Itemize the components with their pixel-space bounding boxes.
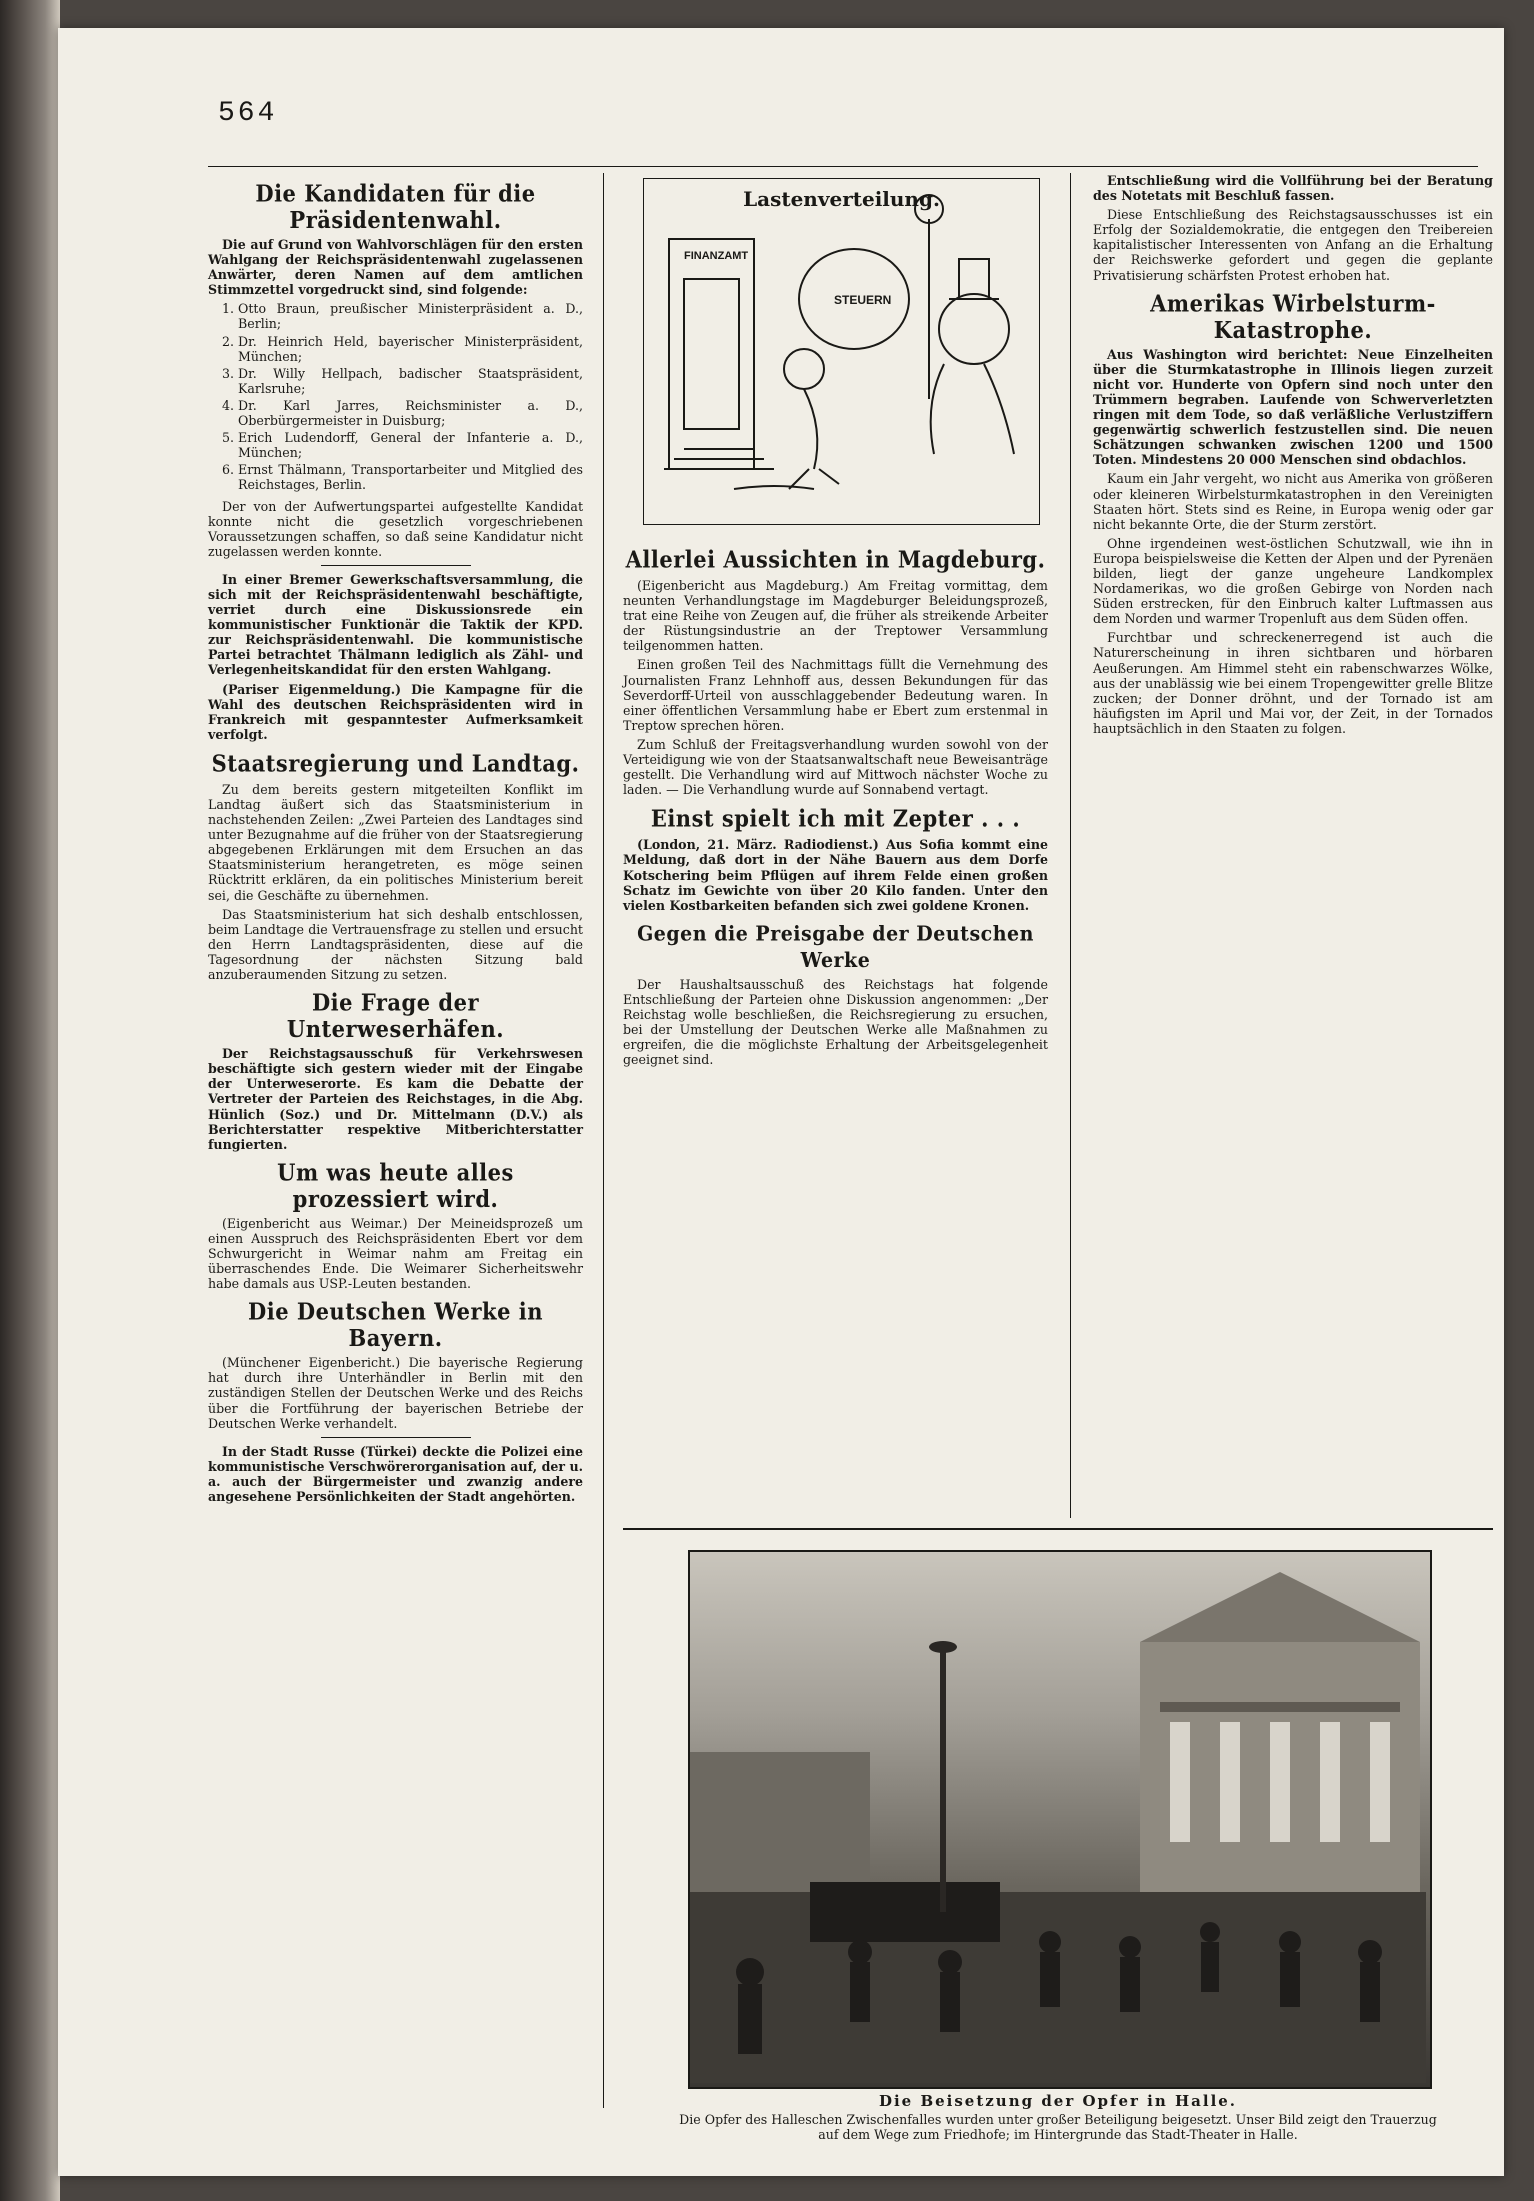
wirbelsturm-body-4: Furchtbar und schreckenerregend ist auch die Naturerscheinung in ihren sichtbaren und hörbaren Aeußerungen. Am Himmel steht ein rabenschwarzes Wölke, aus der unablässig wie bei einem Tropengewitter grelle Blitze zucken; der Donner dröhnt, und der Tornado ist am häufigsten im April und Mai vor, der Zeit, in der Tornados hauptsächlich in den Staaten zu folgen. (1093, 630, 1493, 736)
candidates-note: Der von der Aufwertungspartei aufgestellte Kandidat konnte nicht die gesetzlich vorgeschriebenen Voraussetzungen schaffen, so daß seine Kandidatur nicht zugelassen werden konnte. (208, 498, 583, 559)
candidate-item: 4. Dr. Karl Jarres, Reichsminister a. D., Oberbürgermeister in Duisburg; (238, 398, 583, 428)
headline-candidates: Die Kandidaten für die Präsidentenwahl. (255, 179, 536, 234)
zepter-body: (London, 21. März. Radiodienst.) Aus Sofia kommt eine Meldung, daß dort in der Nähe Bauern aus dem Dorfe Kotschering beim Pflügen auf ihrem Felde einen großen Schatz im Gewichte von über 20 Kilo fanden. Unter den vielen Kostbarkeiten befanden sich zwei goldene Kronen. (623, 837, 1048, 913)
column-rule-2 (1070, 173, 1071, 1518)
headline-deutsche-werke-bayern: Die Deutschen Werke in Bayern. (248, 1297, 543, 1352)
magdeburg-body-2: Einen großen Teil des Nachmittags füllt die Vernehmung des Journalisten Franz Lehnhoff aus, dessen Bekundungen für das Severdorff-Urteil von ausschlaggebender Bedeutung waren. In einer öffentlichen Versammlung habe er Ebert zum erstenmal in Treptow sprechen hören. (623, 657, 1048, 733)
candidate-item: 5. Erich Ludendorff, General der Infanterie a. D., München; (238, 430, 583, 460)
column-rule-1 (603, 173, 604, 2108)
preisgabe-body: Der Haushaltsausschuß des Reichstags hat folgende Entschließung der Parteien ohne Diskussion angenommen: „Der Reichstag wolle beschließen, die Reichsregierung zu ersuchen, bei der Umstellung der Deutschen Werke alle Maßnahmen zu ergreifen, die die möglichste Erhaltung der Arbeitsgelegenheit geeignet sind. (623, 976, 1048, 1068)
staatsregierung-body: Zu dem bereits gestern mitgeteilten Konflikt im Landtag äußert sich das Staatsministerium in nachstehenden Zeilen: „Zwei Parteien des Landtages sind unter Bezugnahme auf die früher von der Staatsregierung abgegebenen Erklärungen mit dem Ersuchen an das Staatsministerium herangetreten, es möge seinen Rücktritt erklären, da ein politisches Ministerium bereit sei, die Geschäfte zu übernehmen. (208, 781, 583, 903)
book-binding (0, 0, 60, 2201)
photo-rule (623, 1528, 1493, 1530)
top-rule (208, 166, 1478, 167)
magdeburg-body: (Eigenbericht aus Magdeburg.) Am Freitag vormittag, dem neunten Verhandlungstage im Magdeburger Beleidungsprozeß, trat eine Reihe von Zeugen auf, die früher als streikende Arbeiter der Rüstungsindustrie an der Treptower Versammlung teilgenommen hatten. (623, 578, 1048, 654)
candidate-item: 1. Otto Braun, preußischer Ministerpräsident a. D., Berlin; (238, 301, 583, 331)
unterweser-body: Der Reichstagsausschuß für Verkehrswesen beschäftigte sich gestern wieder mit der Eingabe der Unterweserorte. Es kam die Debatte der Vertreter der Parteien des Reichstages, in die Abg. Hünlich (Soz.) und Dr. Mittelmann (D.V.) als Berichterstatter respektive Mitberichterstatter fungierten. (208, 1046, 583, 1152)
wirbelsturm-body-2: Kaum ein Jahr vergeht, wo nicht aus Amerika von größeren oder kleineren Wirbelsturmkatastrophen in den Vereinigten Staaten hört. Stets sind es Reine, in Europa wenig oder gar nicht bekannte Orte, die der Sturm zerstört. (1093, 471, 1493, 532)
cartoon-lastenverteilung (643, 178, 1040, 525)
candidate-item: 2. Dr. Heinrich Held, bayerischer Ministerpräsident, München; (238, 334, 583, 364)
headline-staatsregierung: Staatsregierung und Landtag. (211, 749, 580, 778)
cartoon-sack-label: STEUERN (834, 293, 892, 307)
cartoon-title: Lastenverteilung. (743, 187, 940, 211)
bremen-paragraph: In einer Bremer Gewerkschaftsversammlung, die sich mit der Reichspräsidentenwahl beschäftigte, verriet durch eine Diskussionsrede ein kommunistischer Funktionär die Taktik der KPD. zur Reichspräsidentenwahl. Die kommunistische Partei betrachtet Thälmann lediglich als Zähl- und Verlegenheitskandidat für den ersten Wahlgang. (208, 571, 583, 678)
separator (321, 1437, 471, 1438)
column-left (208, 173, 583, 1508)
headline-prozessiert: Um was heute alles prozessiert wird. (277, 1158, 514, 1213)
headline-magdeburg: Allerlei Aussichten in Magdeburg. (625, 545, 1046, 574)
photo-caption-title: Die Beisetzung der Opfer in Halle. (878, 2092, 1238, 2110)
column-middle (623, 538, 1048, 1071)
headline-wirbelsturm: Amerikas Wirbelsturm-Katastrophe. (1150, 289, 1436, 344)
newspaper-page (58, 28, 1504, 2176)
photo-caption: Die Opfer des Halleschen Zwischenfalles wurden unter großer Beteiligung beigesetzt. Unser Bild zeigt den Trauerzug auf dem Wege zum Friedhofe; im Hintergrunde das Stadt-Theater in Halle. (679, 2112, 1437, 2142)
wirbelsturm-body: Aus Washington wird berichtet: Neue Einzelheiten über die Sturmkatastrophe in Illinois liegen zurzeit nicht vor. Hunderte von Opfern sind noch unter den Trümmern begraben. Laufende von Schwerverletzten ringen mit dem Tode, so daß verläßliche Verlustziffern gegenwärtig schwerlich festzustellen sind. Die neuen Schätzungen schwanken zwischen 1200 und 1500 Toten. Mindestens 20 000 Menschen sind obdachlos. (1093, 346, 1493, 468)
candidates-intro: Die auf Grund von Wahlvorschlägen für den ersten Wahlgang der Reichspräsidentenwahl zugelassenen Anwärter, deren Namen auf dem amtlichen Stimmzettel vorgedruckt sind, sind folgende: (208, 237, 583, 298)
paris-paragraph: (Pariser Eigenmeldung.) Die Kampagne für die Wahl des deutschen Reichspräsidenten wird in Frankreich mit gespanntester Aufmerksamkeit verfolgt. (208, 681, 583, 742)
separator (321, 565, 471, 566)
candidates-list (208, 301, 583, 492)
headline-zepter: Einst spielt ich mit Zepter . . . (650, 805, 1021, 833)
candidate-item: 3. Dr. Willy Hellpach, badischer Staatspräsident, Karlsruhe; (238, 366, 583, 396)
page-number: 564 (218, 98, 278, 129)
staatsregierung-body-2: Das Staatsministerium hat sich deshalb entschlossen, beim Landtage die Vertrauensfrage zu stellen und ersucht den Herrn Landtagspräsidenten, diese auf die Tagesordnung der nächsten Sitzung bald anzuberaumenden Sitzung zu setzen. (208, 906, 583, 983)
entschliessung-top: Entschließung wird die Vollführung bei der Beratung des Notetats mit Beschluß fassen. (1093, 173, 1493, 204)
column-right (1093, 173, 1493, 740)
photo-beisetzung (688, 1550, 1432, 2089)
headline-unterweser: Die Frage der Unterweserhäfen. (286, 988, 505, 1043)
photo-scene (690, 1552, 1426, 2083)
russe-paragraph: In der Stadt Russe (Türkei) deckte die Polizei eine kommunistische Verschwörerorganisation auf, der u. a. auch der Bürgermeister und zwanzig andere angesehene Persönlichkeiten der Stadt angehörten. (208, 1443, 583, 1504)
candidate-item: 6. Ernst Thälmann, Transportarbeiter und Mitglied des Reichstages, Berlin. (238, 462, 583, 492)
magdeburg-body-3: Zum Schluß der Freitagsverhandlung wurden sowohl von der Verteidigung wie von der Staatsanwaltschaft neue Beweisanträge gestellt. Die Verhandlung wird auf Mittwoch nächster Woche zu laden. — Die Verhandlung wurde auf Sonnabend vertagt. (623, 736, 1048, 798)
cartoon-drawing (644, 179, 1037, 522)
cartoon-sign: FINANZAMT (684, 250, 749, 262)
wirbelsturm-body-3: Ohne irgendeinen west-östlichen Schutzwall, wie ihn in Europa beispielsweise die Ketten der Alpen und der Pyrenäen bilden, liegt der ganze ungeheure Landkomplex Nordamerikas, wo die großen Gebirge von Norden nach Süden erstrecken, für den Einbruch kalter Luftmassen aus dem Norden und warmer Tropenluft aus dem Süden offen. (1093, 535, 1493, 627)
headline-preisgabe: Gegen die Preisgabe der Deutschen Werke (637, 921, 1034, 973)
bayern-body: (Münchener Eigenbericht.) Die bayerische Regierung hat durch ihre Unterhändler in Berlin mit den zuständigen Stellen der Deutschen Werke und des Reichs über die Fortführung der bayerischen Betriebe der Deutschen Werke verhandelt. (208, 1355, 583, 1431)
entschliessung-body: Diese Entschließung des Reichstagsausschusses ist ein Erfolg der Sozialdemokratie, die entgegen den Treibereien kapitalistischer Interessenten von Anfang an die Erhaltung der Reichswerke gefordert und gegen die geplante Privatisierung schärfsten Protest erhoben hat. (1093, 207, 1493, 283)
prozessiert-body: (Eigenbericht aus Weimar.) Der Meineidsprozeß um einen Ausspruch des Reichspräsidenten Ebert vor dem Schwurgericht in Weimar nahm am Freitag ein überraschendes Ende. Die Weimarer Sicherheitswehr habe damals aus USP.-Leuten bestanden. (208, 1215, 583, 1292)
